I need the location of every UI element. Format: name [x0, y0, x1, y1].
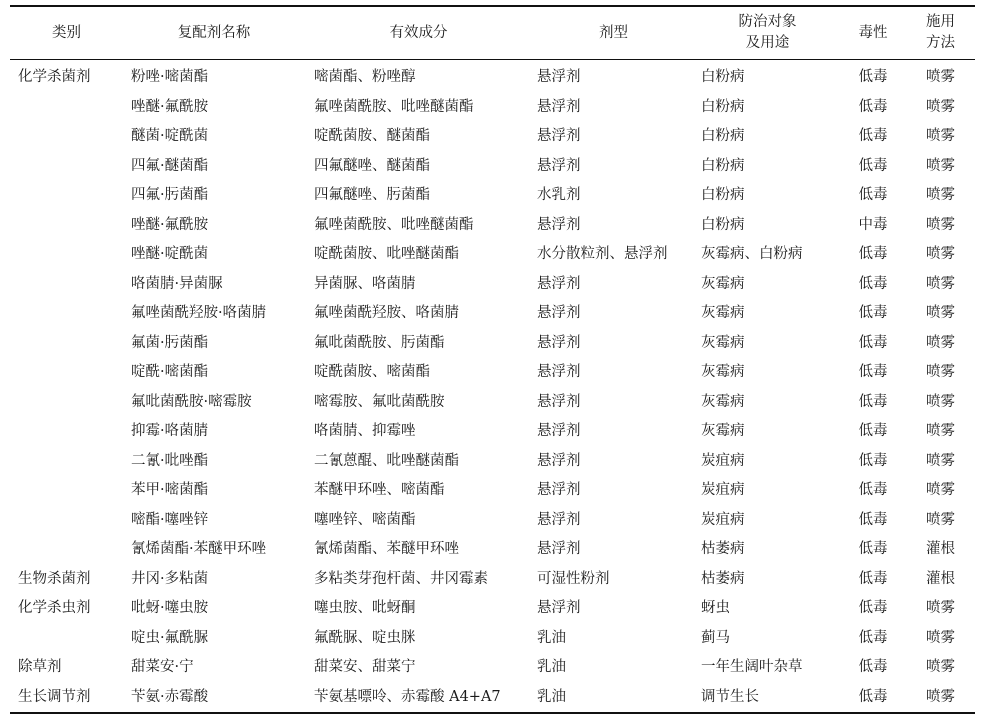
table-row — [10, 181, 975, 211]
cell-name: 抑霉·咯菌腈 — [131, 423, 209, 439]
cell-category: 生物杀菌剂 — [18, 570, 91, 587]
cell-category — [10, 624, 123, 654]
cell-toxicity: 低毒 — [858, 275, 888, 292]
header-name: 复配剂名称 — [177, 24, 251, 41]
cell-formulation: 悬浮剂 — [537, 216, 581, 233]
cell-toxicity: 低毒 — [858, 305, 888, 321]
cell-ingredients: 苯醚甲环唑、嘧菌酯 — [314, 482, 445, 498]
cell-ingredients: 四氟醚唑、醚菌酯 — [314, 157, 430, 174]
cell-toxicity: 低毒 — [858, 629, 888, 646]
cell-ingredients: 苄氨基嘌呤、赤霉酸 A4+A7 — [314, 688, 501, 705]
cell-ingredients: 二氰蒽醌、吡唑醚菌酯 — [314, 452, 459, 469]
cell-name: 嘧酯·噻唑锌 — [131, 511, 209, 528]
cell-toxicity: 低毒 — [858, 600, 888, 616]
cell-name: 苯甲·嘧菌酯 — [131, 482, 209, 498]
cell-method: 喷雾 — [926, 511, 955, 528]
cell-name: 氟菌·肟菌酯 — [131, 334, 209, 351]
cell-toxicity: 低毒 — [858, 364, 888, 380]
cell-ingredients: 噻唑锌、嘧菌酯 — [314, 511, 416, 528]
table-row — [10, 624, 975, 654]
cell-toxicity: 低毒 — [858, 128, 888, 144]
cell-category: 化学杀菌剂 — [18, 69, 91, 85]
table-row — [10, 388, 975, 418]
table-row — [10, 211, 975, 241]
cell-toxicity: 中毒 — [858, 216, 888, 233]
cell-name: 氟唑菌酰羟胺·咯菌腈 — [131, 305, 267, 321]
cell-toxicity: 低毒 — [858, 570, 888, 587]
cell-toxicity: 低毒 — [858, 69, 888, 85]
cell-category — [10, 388, 123, 418]
cell-method: 喷雾 — [926, 128, 955, 144]
header-target — [695, 6, 840, 60]
cell-formulation: 悬浮剂 — [537, 541, 581, 557]
cell-category — [10, 476, 123, 506]
cell-formulation: 悬浮剂 — [537, 393, 581, 410]
cell-name: 醚菌·啶酰菌 — [131, 128, 209, 144]
cell-category — [10, 417, 123, 447]
cell-method: 喷雾 — [926, 423, 955, 439]
cell-method: 喷雾 — [926, 334, 955, 351]
table-row — [10, 60, 975, 93]
cell-method: 喷雾 — [926, 157, 955, 174]
cell-category — [10, 181, 123, 211]
table-row — [10, 535, 975, 565]
cell-name: 唑醚·氟酰胺 — [131, 216, 209, 233]
cell-category — [10, 506, 123, 536]
cell-method: 灌根 — [926, 570, 955, 587]
table-row — [10, 93, 975, 123]
cell-formulation: 可湿性粉剂 — [537, 570, 610, 587]
cell-target: 灰霉病 — [701, 305, 745, 321]
cell-method: 喷雾 — [926, 393, 955, 410]
header-category: 类别 — [52, 24, 81, 41]
cell-target: 白粉病 — [701, 128, 745, 144]
header-row — [10, 6, 975, 60]
cell-target: 灰霉病、白粉病 — [701, 246, 803, 262]
cell-target: 白粉病 — [701, 69, 745, 85]
cell-ingredients: 甜菜安、甜菜宁 — [314, 659, 416, 675]
cell-name: 啶虫·氟酰脲 — [131, 629, 209, 646]
cell-formulation: 乳油 — [537, 688, 566, 705]
cell-method: 喷雾 — [926, 305, 955, 321]
cell-formulation: 悬浮剂 — [537, 275, 581, 292]
cell-ingredients: 氟唑菌酰羟胺、咯菌腈 — [314, 305, 459, 321]
cell-name: 甜菜安·宁 — [131, 659, 194, 675]
cell-method: 喷雾 — [926, 629, 955, 646]
cell-method: 喷雾 — [926, 688, 955, 705]
cell-target: 白粉病 — [701, 216, 745, 233]
cell-target: 灰霉病 — [701, 334, 745, 351]
table-row — [10, 299, 975, 329]
cell-category: 生长调节剂 — [18, 688, 91, 705]
cell-category — [10, 447, 123, 477]
cell-formulation: 悬浮剂 — [537, 128, 581, 144]
cell-name: 四氟·醚菌酯 — [131, 157, 209, 174]
cell-formulation: 悬浮剂 — [537, 69, 581, 85]
cell-method: 喷雾 — [926, 275, 955, 292]
cell-toxicity: 低毒 — [858, 157, 888, 174]
cell-toxicity: 低毒 — [858, 482, 888, 498]
cell-ingredients: 氟唑菌酰胺、吡唑醚菌酯 — [314, 216, 474, 233]
cell-category — [10, 240, 123, 270]
table-row — [10, 447, 975, 477]
cell-name: 氟吡菌酰胺·嘧霉胺 — [131, 393, 252, 410]
cell-category: 化学杀虫剂 — [18, 600, 91, 616]
cell-name: 二氰·吡唑酯 — [131, 452, 209, 469]
cell-formulation: 悬浮剂 — [537, 482, 581, 498]
cell-ingredients: 啶酰菌胺、醚菌酯 — [314, 128, 430, 144]
cell-ingredients: 氟唑菌酰胺、吡唑醚菌酯 — [314, 98, 474, 115]
cell-category — [10, 535, 123, 565]
cell-target: 炭疽病 — [701, 482, 745, 498]
cell-target: 灰霉病 — [701, 423, 745, 439]
cell-method: 喷雾 — [926, 69, 955, 85]
header-ingredients: 有效成分 — [389, 24, 448, 41]
table-row — [10, 417, 975, 447]
cell-method: 喷雾 — [926, 600, 955, 616]
cell-toxicity: 低毒 — [858, 334, 888, 351]
cell-name: 苄氨·赤霉酸 — [131, 688, 209, 705]
cell-formulation: 乳油 — [537, 629, 566, 646]
cell-category — [10, 152, 123, 182]
cell-name: 粉唑·嘧菌酯 — [131, 69, 209, 85]
table-row — [10, 594, 975, 624]
cell-formulation: 悬浮剂 — [537, 157, 581, 174]
cell-ingredients: 氰烯菌酯、苯醚甲环唑 — [314, 541, 459, 557]
cell-category: 除草剂 — [18, 659, 62, 675]
cell-formulation: 水分散粒剂、悬浮剂 — [537, 246, 668, 262]
cell-target: 白粉病 — [701, 187, 745, 203]
cell-formulation: 悬浮剂 — [537, 364, 581, 380]
table-row — [10, 653, 975, 683]
table-row — [10, 152, 975, 182]
cell-ingredients: 嘧霉胺、氟吡菌酰胺 — [314, 393, 445, 410]
cell-ingredients: 嘧菌酯、粉唑醇 — [314, 69, 416, 85]
cell-ingredients: 四氟醚唑、肟菌酯 — [314, 187, 430, 203]
cell-name: 啶酰·嘧菌酯 — [131, 364, 209, 380]
header-toxicity: 毒性 — [858, 24, 888, 41]
cell-toxicity: 低毒 — [858, 659, 888, 675]
cell-toxicity: 低毒 — [858, 393, 888, 410]
header-method-line1: 施用 — [926, 14, 955, 30]
table-row — [10, 240, 975, 270]
cell-method: 喷雾 — [926, 216, 955, 233]
table-row — [10, 565, 975, 595]
table-row — [10, 506, 975, 536]
cell-target: 灰霉病 — [701, 393, 745, 410]
cell-category — [10, 329, 123, 359]
cell-name: 井冈·多粘菌 — [131, 570, 209, 587]
cell-formulation: 悬浮剂 — [537, 600, 581, 616]
cell-formulation: 乳油 — [537, 659, 566, 675]
cell-formulation: 悬浮剂 — [537, 452, 581, 469]
cell-method: 喷雾 — [926, 364, 955, 380]
cell-method: 喷雾 — [926, 98, 955, 115]
cell-target: 白粉病 — [701, 157, 745, 174]
cell-category — [10, 358, 123, 388]
header-formulation: 剂型 — [599, 24, 628, 41]
table-row — [10, 329, 975, 359]
cell-toxicity: 低毒 — [858, 511, 888, 528]
header-method — [906, 6, 975, 60]
cell-ingredients: 多粘类芽孢杆菌、井冈霉素 — [314, 570, 488, 587]
cell-ingredients: 氟吡菌酰胺、肟菌酯 — [314, 334, 445, 351]
cell-method: 喷雾 — [926, 482, 955, 498]
cell-name: 唑醚·氟酰胺 — [131, 98, 209, 115]
table-row — [10, 476, 975, 506]
cell-name: 氰烯菌酯·苯醚甲环唑 — [131, 541, 267, 557]
cell-ingredients: 啶酰菌胺、吡唑醚菌酯 — [314, 246, 459, 262]
cell-category — [10, 299, 123, 329]
cell-target: 蓟马 — [701, 629, 730, 646]
cell-target: 灰霉病 — [701, 275, 745, 292]
cell-ingredients: 异菌脲、咯菌腈 — [314, 275, 416, 292]
cell-ingredients: 啶酰菌胺、嘧菌酯 — [314, 364, 430, 380]
cell-target: 一年生阔叶杂草 — [701, 659, 803, 675]
cell-target: 炭疽病 — [701, 511, 745, 528]
cell-ingredients: 氟酰脲、啶虫脒 — [314, 629, 416, 646]
cell-method: 喷雾 — [926, 187, 955, 203]
cell-method: 灌根 — [926, 541, 955, 557]
cell-toxicity: 低毒 — [858, 452, 888, 469]
cell-formulation: 水乳剂 — [537, 187, 581, 203]
cell-formulation: 悬浮剂 — [537, 511, 581, 528]
header-target-line2: 及用途 — [745, 35, 790, 51]
table-row — [10, 270, 975, 300]
cell-toxicity: 低毒 — [858, 688, 888, 705]
table-body — [10, 60, 975, 714]
cell-category — [10, 270, 123, 300]
cell-target: 枯萎病 — [701, 541, 745, 557]
cell-formulation: 悬浮剂 — [537, 305, 581, 321]
cell-toxicity: 低毒 — [858, 541, 888, 557]
cell-name: 四氟·肟菌酯 — [131, 187, 209, 203]
cell-target: 调节生长 — [701, 688, 759, 705]
pesticide-compound-table — [10, 5, 975, 714]
cell-target: 炭疽病 — [701, 452, 745, 469]
cell-target: 枯萎病 — [701, 570, 745, 587]
table-header — [10, 6, 975, 60]
table-row — [10, 683, 975, 714]
table-row — [10, 122, 975, 152]
cell-formulation: 悬浮剂 — [537, 334, 581, 351]
cell-toxicity: 低毒 — [858, 98, 888, 115]
cell-ingredients: 噻虫胺、吡蚜酮 — [314, 600, 416, 616]
cell-category — [10, 122, 123, 152]
cell-method: 喷雾 — [926, 246, 955, 262]
cell-toxicity: 低毒 — [858, 246, 888, 262]
cell-category — [10, 211, 123, 241]
cell-target: 蚜虫 — [701, 600, 730, 616]
cell-toxicity: 低毒 — [858, 187, 888, 203]
header-target-line1: 防治对象 — [738, 14, 797, 30]
cell-category — [10, 93, 123, 123]
cell-name: 咯菌腈·异菌脲 — [131, 275, 223, 292]
cell-method: 喷雾 — [926, 659, 955, 675]
cell-target: 白粉病 — [701, 98, 745, 115]
cell-ingredients: 咯菌腈、抑霉唑 — [314, 423, 416, 439]
cell-toxicity: 低毒 — [858, 423, 888, 439]
cell-name: 吡蚜·噻虫胺 — [131, 600, 209, 616]
cell-formulation: 悬浮剂 — [537, 98, 581, 115]
cell-formulation: 悬浮剂 — [537, 423, 581, 439]
cell-target: 灰霉病 — [701, 364, 745, 380]
header-method-line2: 方法 — [926, 35, 955, 51]
table-row — [10, 358, 975, 388]
cell-method: 喷雾 — [926, 452, 955, 469]
cell-name: 唑醚·啶酰菌 — [131, 246, 209, 262]
